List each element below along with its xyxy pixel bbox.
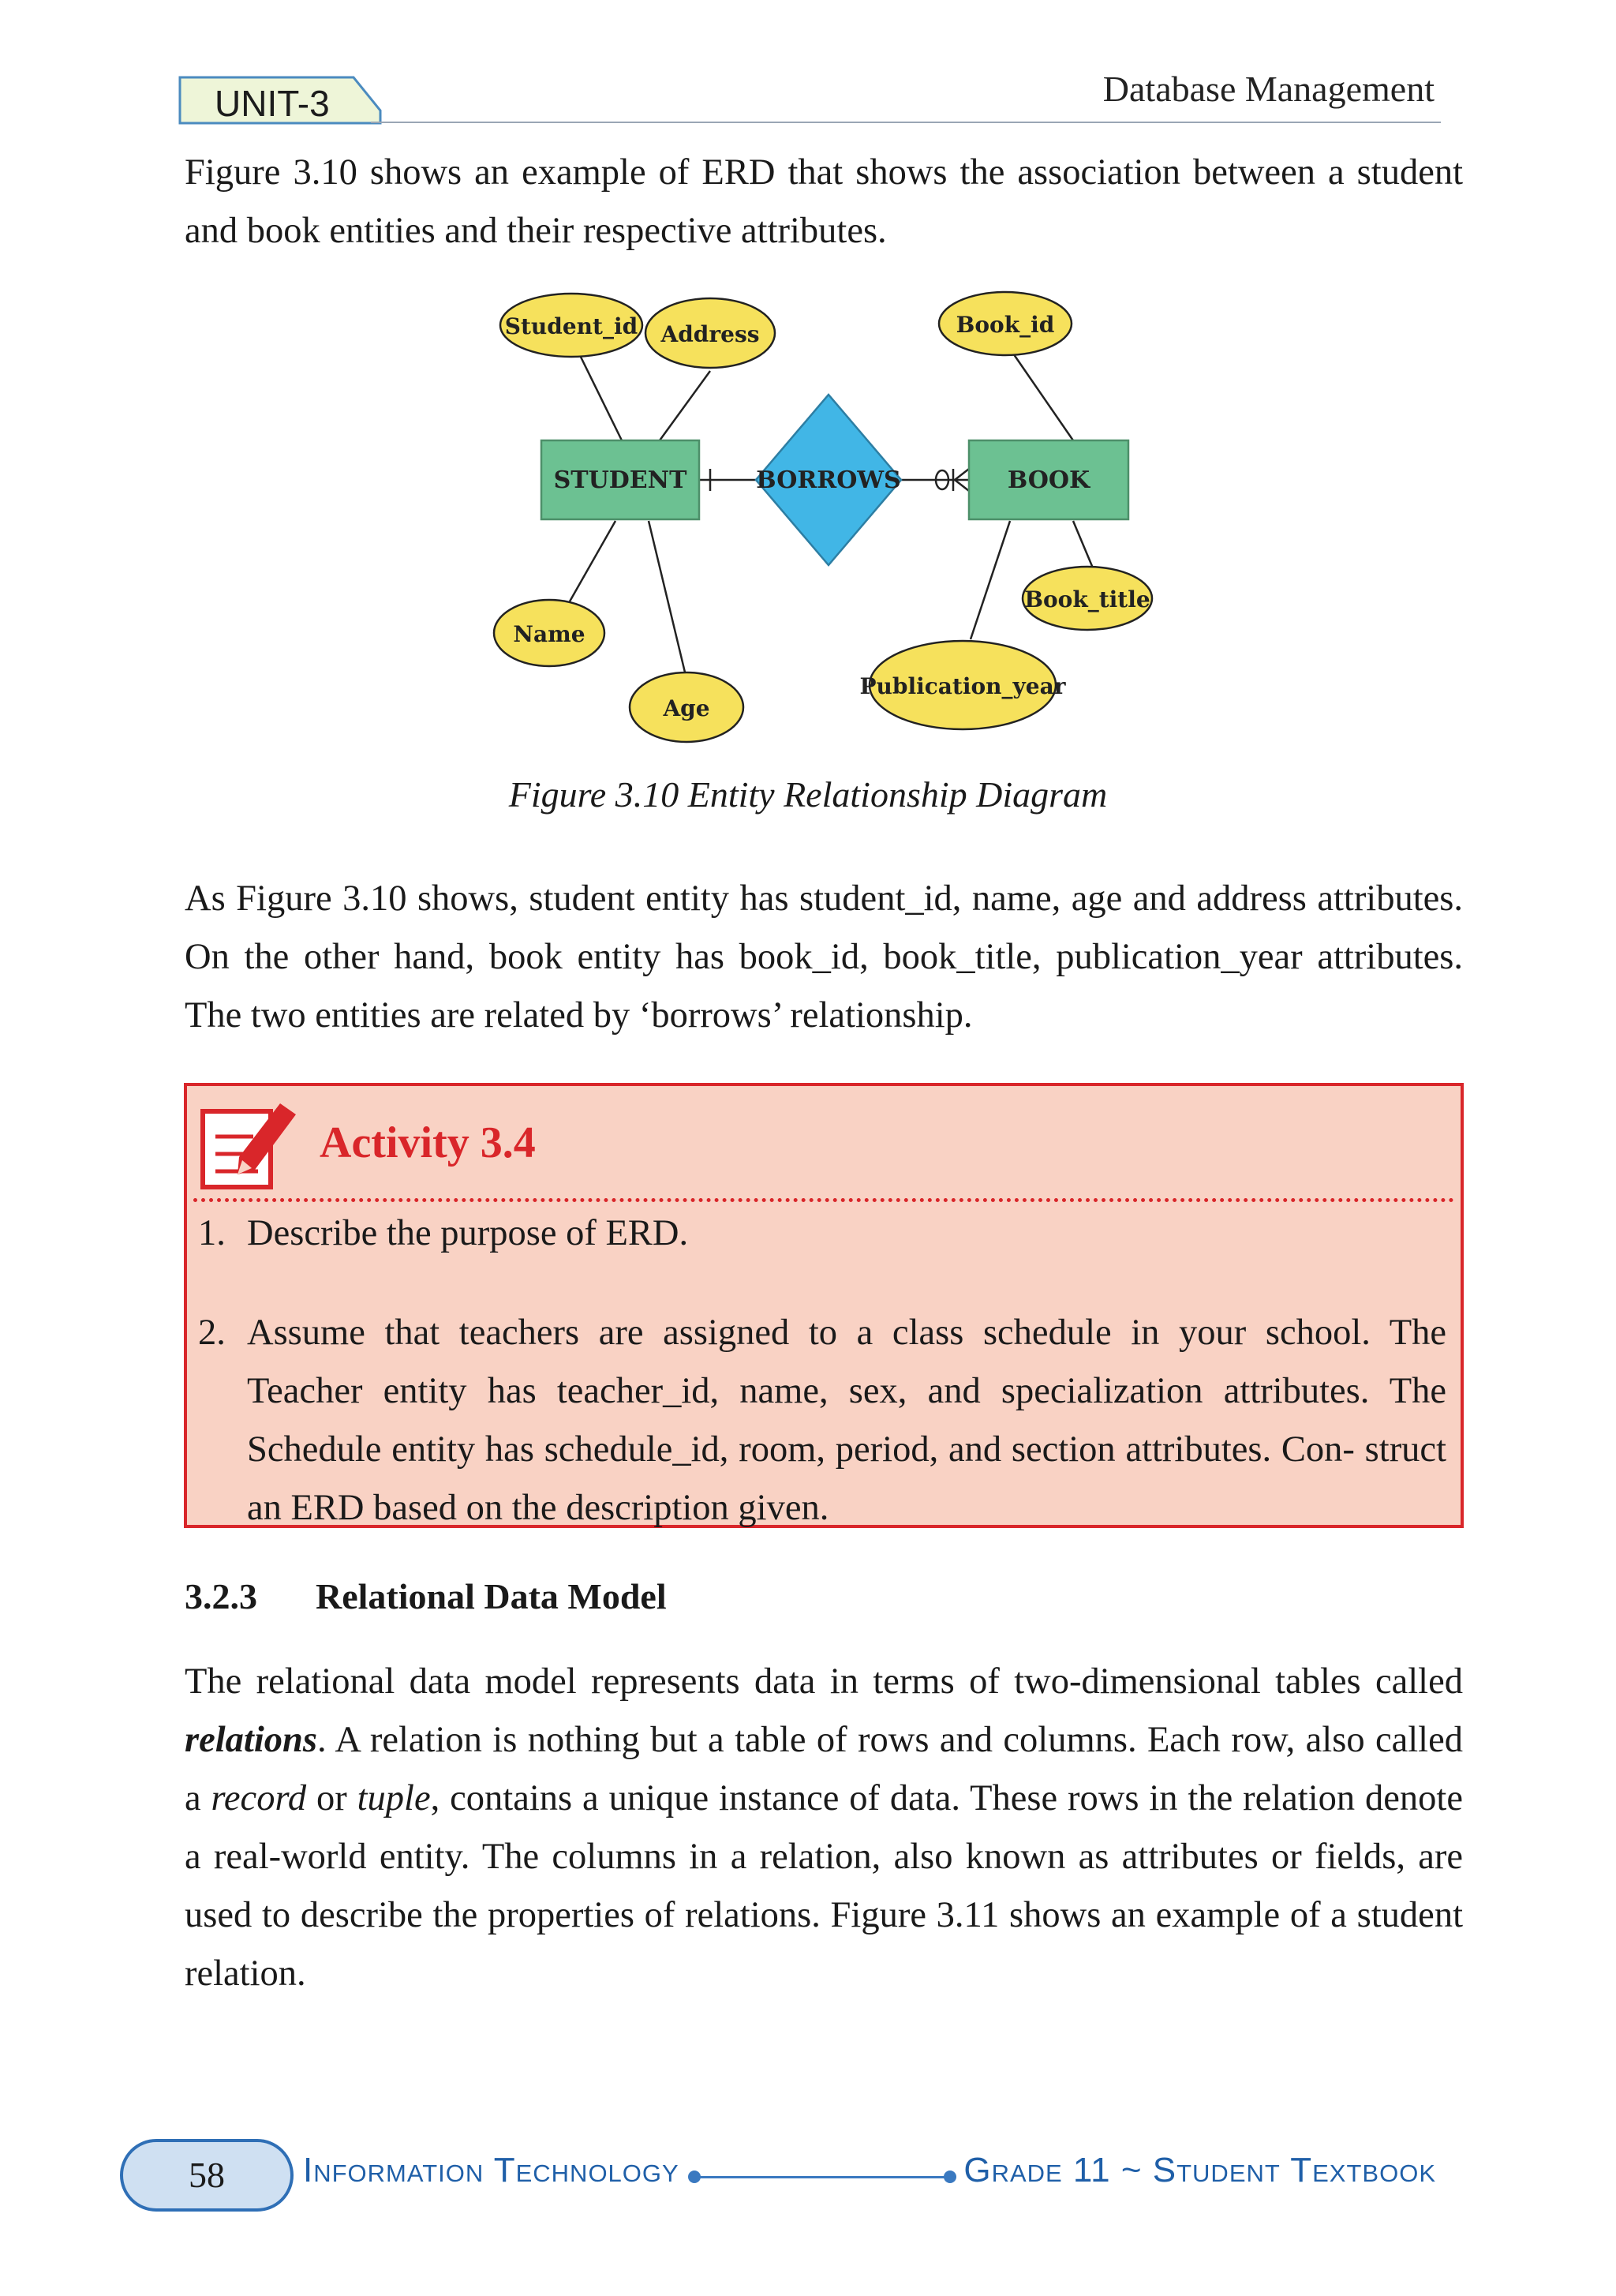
attribute-age	[630, 672, 743, 742]
activity-dotted-divider	[193, 1198, 1454, 1202]
activity-item-text: Describe the purpose of ERD.	[247, 1213, 689, 1253]
svg-text:Publication_year: Publication_year	[859, 673, 1066, 699]
activity-item	[198, 1204, 1446, 1263]
header-divider	[371, 122, 1441, 123]
svg-text:Student_id: Student_id	[504, 313, 638, 339]
unit-label: UNIT-3	[215, 83, 330, 124]
figure-caption: Figure 3.10 Entity Relationship Diagram	[508, 774, 1108, 815]
pencil-note-icon	[198, 1097, 301, 1194]
footer-grade: Grade 11 ~ Student Textbook	[963, 2151, 1436, 2189]
section-title: Relational Data Model	[316, 1576, 667, 1616]
entity-book-label: BOOK	[1007, 466, 1090, 494]
attribute-name	[494, 600, 604, 666]
footer-dot-right	[944, 2171, 956, 2183]
activity-title: Activity 3.4	[320, 1118, 536, 1167]
entity-student	[541, 440, 699, 519]
svg-text:Book_id: Book_id	[956, 312, 1055, 338]
footer-line	[693, 2176, 950, 2178]
term-record: record	[211, 1778, 307, 1818]
relationship-borrows-label: BORROWS	[756, 466, 901, 494]
relational-text: The relational data model represents data in terms of two-dimensional tables called relations. A relation is nothing but a table of rows and columns. Each row, also called a record or tuple, contains a unique instance of data. These rows in the relation denote a real-world entity. The columns in a relation, also known as attributes or fields, are used to describe the properties of relations. Figure 3.11 shows an example of a student relation.	[185, 1661, 1463, 1994]
explanation-text: As Figure 3.10 shows, student entity has student_id, name, age and address attributes. On the other hand, book entity has book_id, book_title, publication_year attributes. The two entities are related by ‘borrows’ relationship.	[185, 878, 1463, 1036]
svg-text:Age: Age	[663, 695, 710, 721]
term-relations: relations	[185, 1720, 317, 1760]
explanation-paragraph	[185, 870, 1463, 1045]
activity-item	[198, 1304, 1446, 1538]
svg-text:Name: Name	[513, 621, 585, 647]
relationship-borrows	[756, 395, 901, 565]
activity-box	[184, 1083, 1464, 1528]
svg-text:Book_title: Book_title	[1024, 586, 1150, 612]
page-number: 58	[120, 2139, 294, 2212]
entity-book	[969, 440, 1128, 519]
attribute-book-id	[939, 292, 1072, 355]
section-number: 3.2.3	[185, 1576, 257, 1616]
svg-text:Address: Address	[660, 321, 760, 347]
activity-item-text: Assume that teachers are assigned to a class schedule in your school. The Teacher entity has teacher_id, name, sex, and specialization attributes. The Schedule entity has schedule_id, room, period, and section attributes. Con- struct an ERD based on the description given.	[247, 1313, 1446, 1528]
relational-paragraph	[185, 1653, 1463, 2003]
activity-item-number: 1.	[198, 1213, 226, 1253]
header-title: Database Management	[1102, 69, 1435, 109]
attribute-publication-year	[859, 641, 1066, 729]
attribute-book-title	[1023, 567, 1152, 630]
intro-text: Figure 3.10 shows an example of ERD that shows the association between a student and book entities and their respective attributes.	[185, 152, 1463, 251]
term-tuple: tuple	[357, 1778, 431, 1818]
activity-item-number: 2.	[198, 1313, 226, 1353]
entity-student-label: STUDENT	[553, 466, 687, 494]
attribute-student-id	[500, 294, 642, 357]
erd-figure	[473, 276, 1168, 766]
footer-subject: Information Technology	[303, 2151, 679, 2189]
intro-paragraph	[185, 144, 1463, 260]
unit-tab	[178, 76, 382, 125]
attribute-address	[645, 298, 775, 368]
